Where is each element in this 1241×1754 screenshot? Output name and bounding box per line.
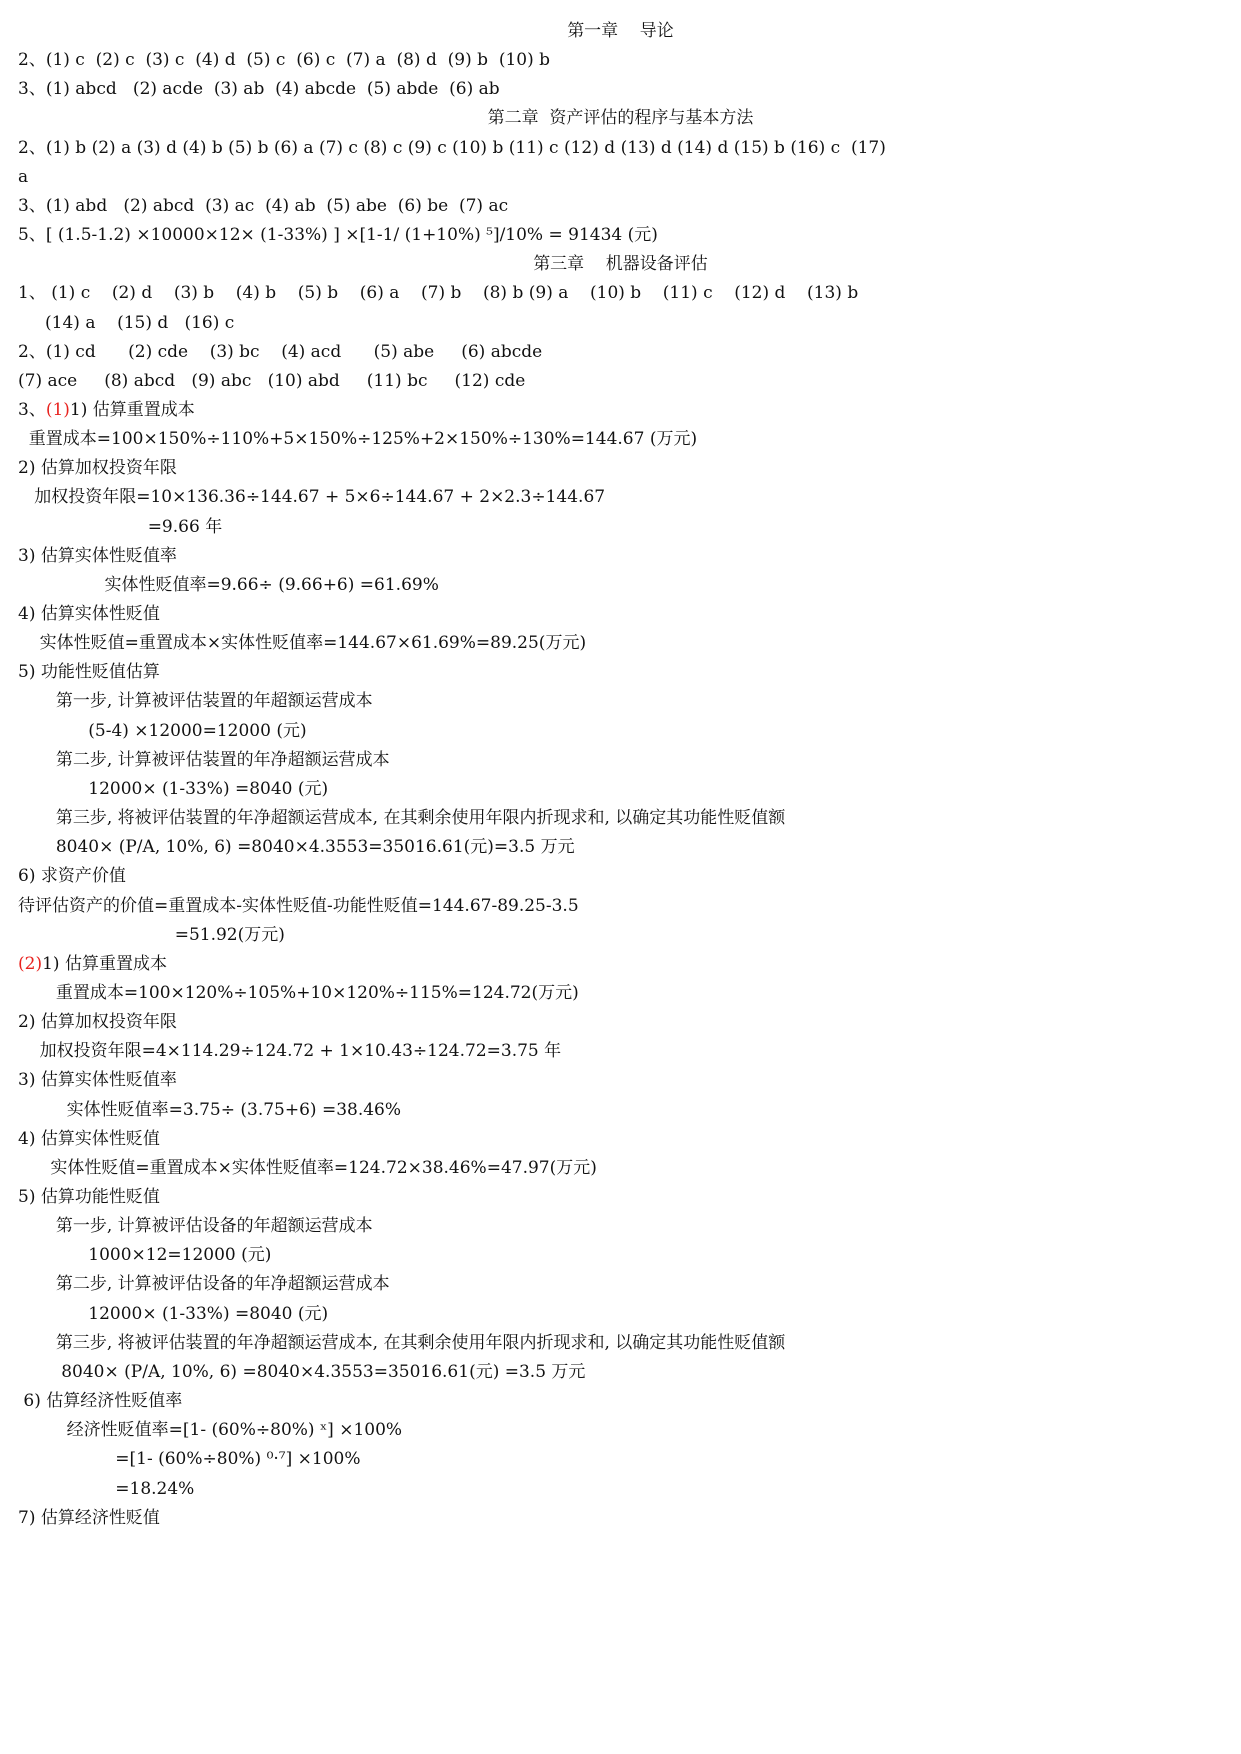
document-line bbox=[18, 219, 1227, 251]
red-question-marker: (2) bbox=[18, 953, 43, 974]
line-text: 重置成本=100×150%÷110%+5×150%÷125%+2×150%÷130%=144.67 (万元) bbox=[18, 429, 698, 450]
line-text: 第三步, 将被评估装置的年净超额运营成本, 在其剩余使用年限内折现求和, 以确定其功能性贬值额 bbox=[18, 1332, 786, 1353]
document-line bbox=[18, 1064, 1227, 1096]
document-line bbox=[18, 802, 1227, 834]
document-line bbox=[18, 1385, 1227, 1417]
line-text: 2、(1) cd (2) cde (3) bc (4) acd (5) abe (6) abcde bbox=[18, 341, 543, 362]
document-line bbox=[18, 1414, 1227, 1446]
line-text: 重置成本=100×120%÷105%+10×120%÷115%=124.72(万元) bbox=[18, 982, 579, 1003]
line-text: 3、(1) abd (2) abcd (3) ac (4) ab (5) abe (6) be (7) ac bbox=[18, 195, 509, 216]
document-line bbox=[18, 190, 1227, 222]
document-line bbox=[18, 336, 1227, 368]
document-line bbox=[18, 1035, 1227, 1067]
document-line bbox=[18, 365, 1227, 397]
line-text: =18.24% bbox=[18, 1478, 195, 1499]
line-text: 实体性贬值率=9.66÷ (9.66+6) =61.69% bbox=[18, 574, 439, 595]
document-line bbox=[18, 890, 1227, 922]
document-line bbox=[18, 948, 1227, 980]
document-line bbox=[18, 1502, 1227, 1534]
document-line bbox=[18, 977, 1227, 1009]
document-line bbox=[18, 1443, 1227, 1475]
line-text: 第二步, 计算被评估装置的年净超额运营成本 bbox=[18, 749, 390, 770]
line-text: 实体性贬值=重置成本×实体性贬值率=124.72×38.46%=47.97(万元) bbox=[18, 1157, 597, 1178]
line-text: (14) a (15) d (16) c bbox=[18, 312, 235, 333]
line-text: 第三章 机器设备评估 bbox=[533, 254, 708, 275]
line-text: 第二步, 计算被评估设备的年净超额运营成本 bbox=[18, 1274, 390, 1295]
line-text: 实体性贬值=重置成本×实体性贬值率=144.67×61.69%=89.25(万元) bbox=[18, 633, 587, 654]
document-line bbox=[18, 132, 1227, 164]
line-text: 12000× (1-33%) =8040 (元) bbox=[18, 778, 329, 799]
document-line bbox=[18, 423, 1227, 455]
line-text: =9.66 年 bbox=[18, 516, 223, 537]
line-text: 加权投资年限=4×114.29÷124.72 + 1×10.43÷124.72=3.75 年 bbox=[18, 1041, 562, 1062]
line-text: 2、(1) b (2) a (3) d (4) b (5) b (6) a (7) c (8) c (9) c (10) b (11) c (12) d (13) d (14) d (15) b (16) c (17) bbox=[18, 137, 886, 158]
line-text: 6) 估算经济性贬值率 bbox=[18, 1391, 183, 1412]
line-text: 加权投资年限=10×136.36÷144.67 + 5×6÷144.67 + 2×2.3÷144.67 bbox=[18, 487, 606, 508]
document-line bbox=[18, 1473, 1227, 1505]
line-text: 4) 估算实体性贬值 bbox=[18, 1128, 160, 1149]
document-line bbox=[18, 1094, 1227, 1126]
document-line bbox=[18, 598, 1227, 630]
line-text: 实体性贬值率=3.75÷ (3.75+6) =38.46% bbox=[18, 1099, 402, 1120]
document-line bbox=[18, 569, 1227, 601]
document-line bbox=[18, 73, 1227, 105]
chapter-heading bbox=[0, 15, 1241, 47]
line-text: a bbox=[18, 166, 29, 187]
line-text: 第一章 导论 bbox=[567, 21, 674, 41]
line-text: 5、[ (1.5-1.2) ×10000×12× (1-33%) ] ×[1-1/ (1+10%) ⁵]/10% = 91434 (元) bbox=[18, 225, 658, 246]
document-line bbox=[18, 831, 1227, 863]
line-text: 2) 估算加权投资年限 bbox=[18, 1012, 177, 1033]
document-line bbox=[18, 394, 1227, 426]
document-line bbox=[18, 627, 1227, 659]
line-text: 第二章 资产评估的程序与基本方法 bbox=[487, 108, 754, 129]
document-line bbox=[18, 773, 1227, 805]
document-line bbox=[18, 1152, 1227, 1184]
line-text: 6) 求资产价值 bbox=[18, 866, 126, 887]
line-text: =[1- (60%÷80%) ⁰·⁷] ×100% bbox=[18, 1449, 361, 1470]
line-text: 1、 (1) c (2) d (3) b (4) b (5) b (6) a (7) b (8) b (9) a (10) b (11) c (12) d (13) b bbox=[18, 283, 859, 304]
document-line bbox=[18, 161, 1227, 193]
document-line bbox=[18, 511, 1227, 543]
document-line bbox=[18, 656, 1227, 688]
line-text: 8040× (P/A, 10%, 6) =8040×4.3553=35016.61(元)=3.5 万元 bbox=[18, 837, 575, 858]
document-line bbox=[18, 1268, 1227, 1300]
document-line bbox=[18, 1006, 1227, 1038]
document-line bbox=[18, 715, 1227, 747]
red-question-marker: (1) bbox=[45, 399, 70, 420]
document-line bbox=[18, 1327, 1227, 1359]
document-line bbox=[18, 1298, 1227, 1330]
line-text: 5) 功能性贬值估算 bbox=[18, 662, 160, 683]
line-prefix: 3、 bbox=[18, 399, 46, 420]
document-line bbox=[18, 540, 1227, 572]
document-line bbox=[18, 1356, 1227, 1388]
line-text: 第三步, 将被评估装置的年净超额运营成本, 在其剩余使用年限内折现求和, 以确定其功能性贬值额 bbox=[18, 808, 786, 829]
line-text: 3) 估算实体性贬值率 bbox=[18, 1070, 177, 1091]
document-line bbox=[18, 1181, 1227, 1213]
line-text: 经济性贬值率=[1- (60%÷80%) ˣ] ×100% bbox=[18, 1420, 403, 1441]
line-text: 8040× (P/A, 10%, 6) =8040×4.3553=35016.61(元) =3.5 万元 bbox=[18, 1361, 586, 1382]
line-text: (5-4) ×12000=12000 (元) bbox=[18, 720, 307, 741]
line-text: 4) 估算实体性贬值 bbox=[18, 604, 160, 624]
document-line bbox=[18, 1210, 1227, 1242]
document-line bbox=[18, 919, 1227, 951]
line-text: 3) 估算实体性贬值率 bbox=[18, 545, 177, 566]
line-text: 第一步, 计算被评估装置的年超额运营成本 bbox=[18, 691, 373, 712]
line-text: 第一步, 计算被评估设备的年超额运营成本 bbox=[18, 1216, 373, 1237]
line-text: (7) ace (8) abcd (9) abc (10) abd (11) bc (12) cde bbox=[18, 370, 526, 391]
document-line bbox=[18, 685, 1227, 717]
line-text: 5) 估算功能性贬值 bbox=[18, 1187, 160, 1207]
line-text: 1) 估算重置成本 bbox=[69, 399, 195, 420]
line-text: 12000× (1-33%) =8040 (元) bbox=[18, 1303, 329, 1324]
line-text: 2) 估算加权投资年限 bbox=[18, 458, 177, 479]
line-text: 7) 估算经济性贬值 bbox=[18, 1507, 160, 1528]
document-line bbox=[18, 1123, 1227, 1155]
line-text: 2、(1) c (2) c (3) c (4) d (5) c (6) c (7) a (8) d (9) b (10) b bbox=[18, 50, 551, 71]
line-text: 1) 估算重置成本 bbox=[42, 953, 167, 974]
document-line bbox=[18, 1239, 1227, 1271]
document-line bbox=[18, 452, 1227, 484]
document-line bbox=[18, 481, 1227, 513]
document-line bbox=[18, 277, 1227, 309]
chapter-heading bbox=[0, 248, 1241, 280]
line-text: 待评估资产的价值=重置成本-实体性贬值-功能性贬值=144.67-89.25-3.5 bbox=[18, 895, 579, 916]
line-text: 3、(1) abcd (2) acde (3) ab (4) abcde (5) abde (6) ab bbox=[18, 79, 500, 100]
document-line bbox=[18, 860, 1227, 892]
document-line bbox=[18, 307, 1227, 339]
document-line bbox=[18, 44, 1227, 76]
chapter-heading bbox=[0, 102, 1241, 134]
line-text: =51.92(万元) bbox=[18, 924, 285, 945]
document-line bbox=[18, 744, 1227, 776]
line-text: 1000×12=12000 (元) bbox=[18, 1245, 272, 1266]
